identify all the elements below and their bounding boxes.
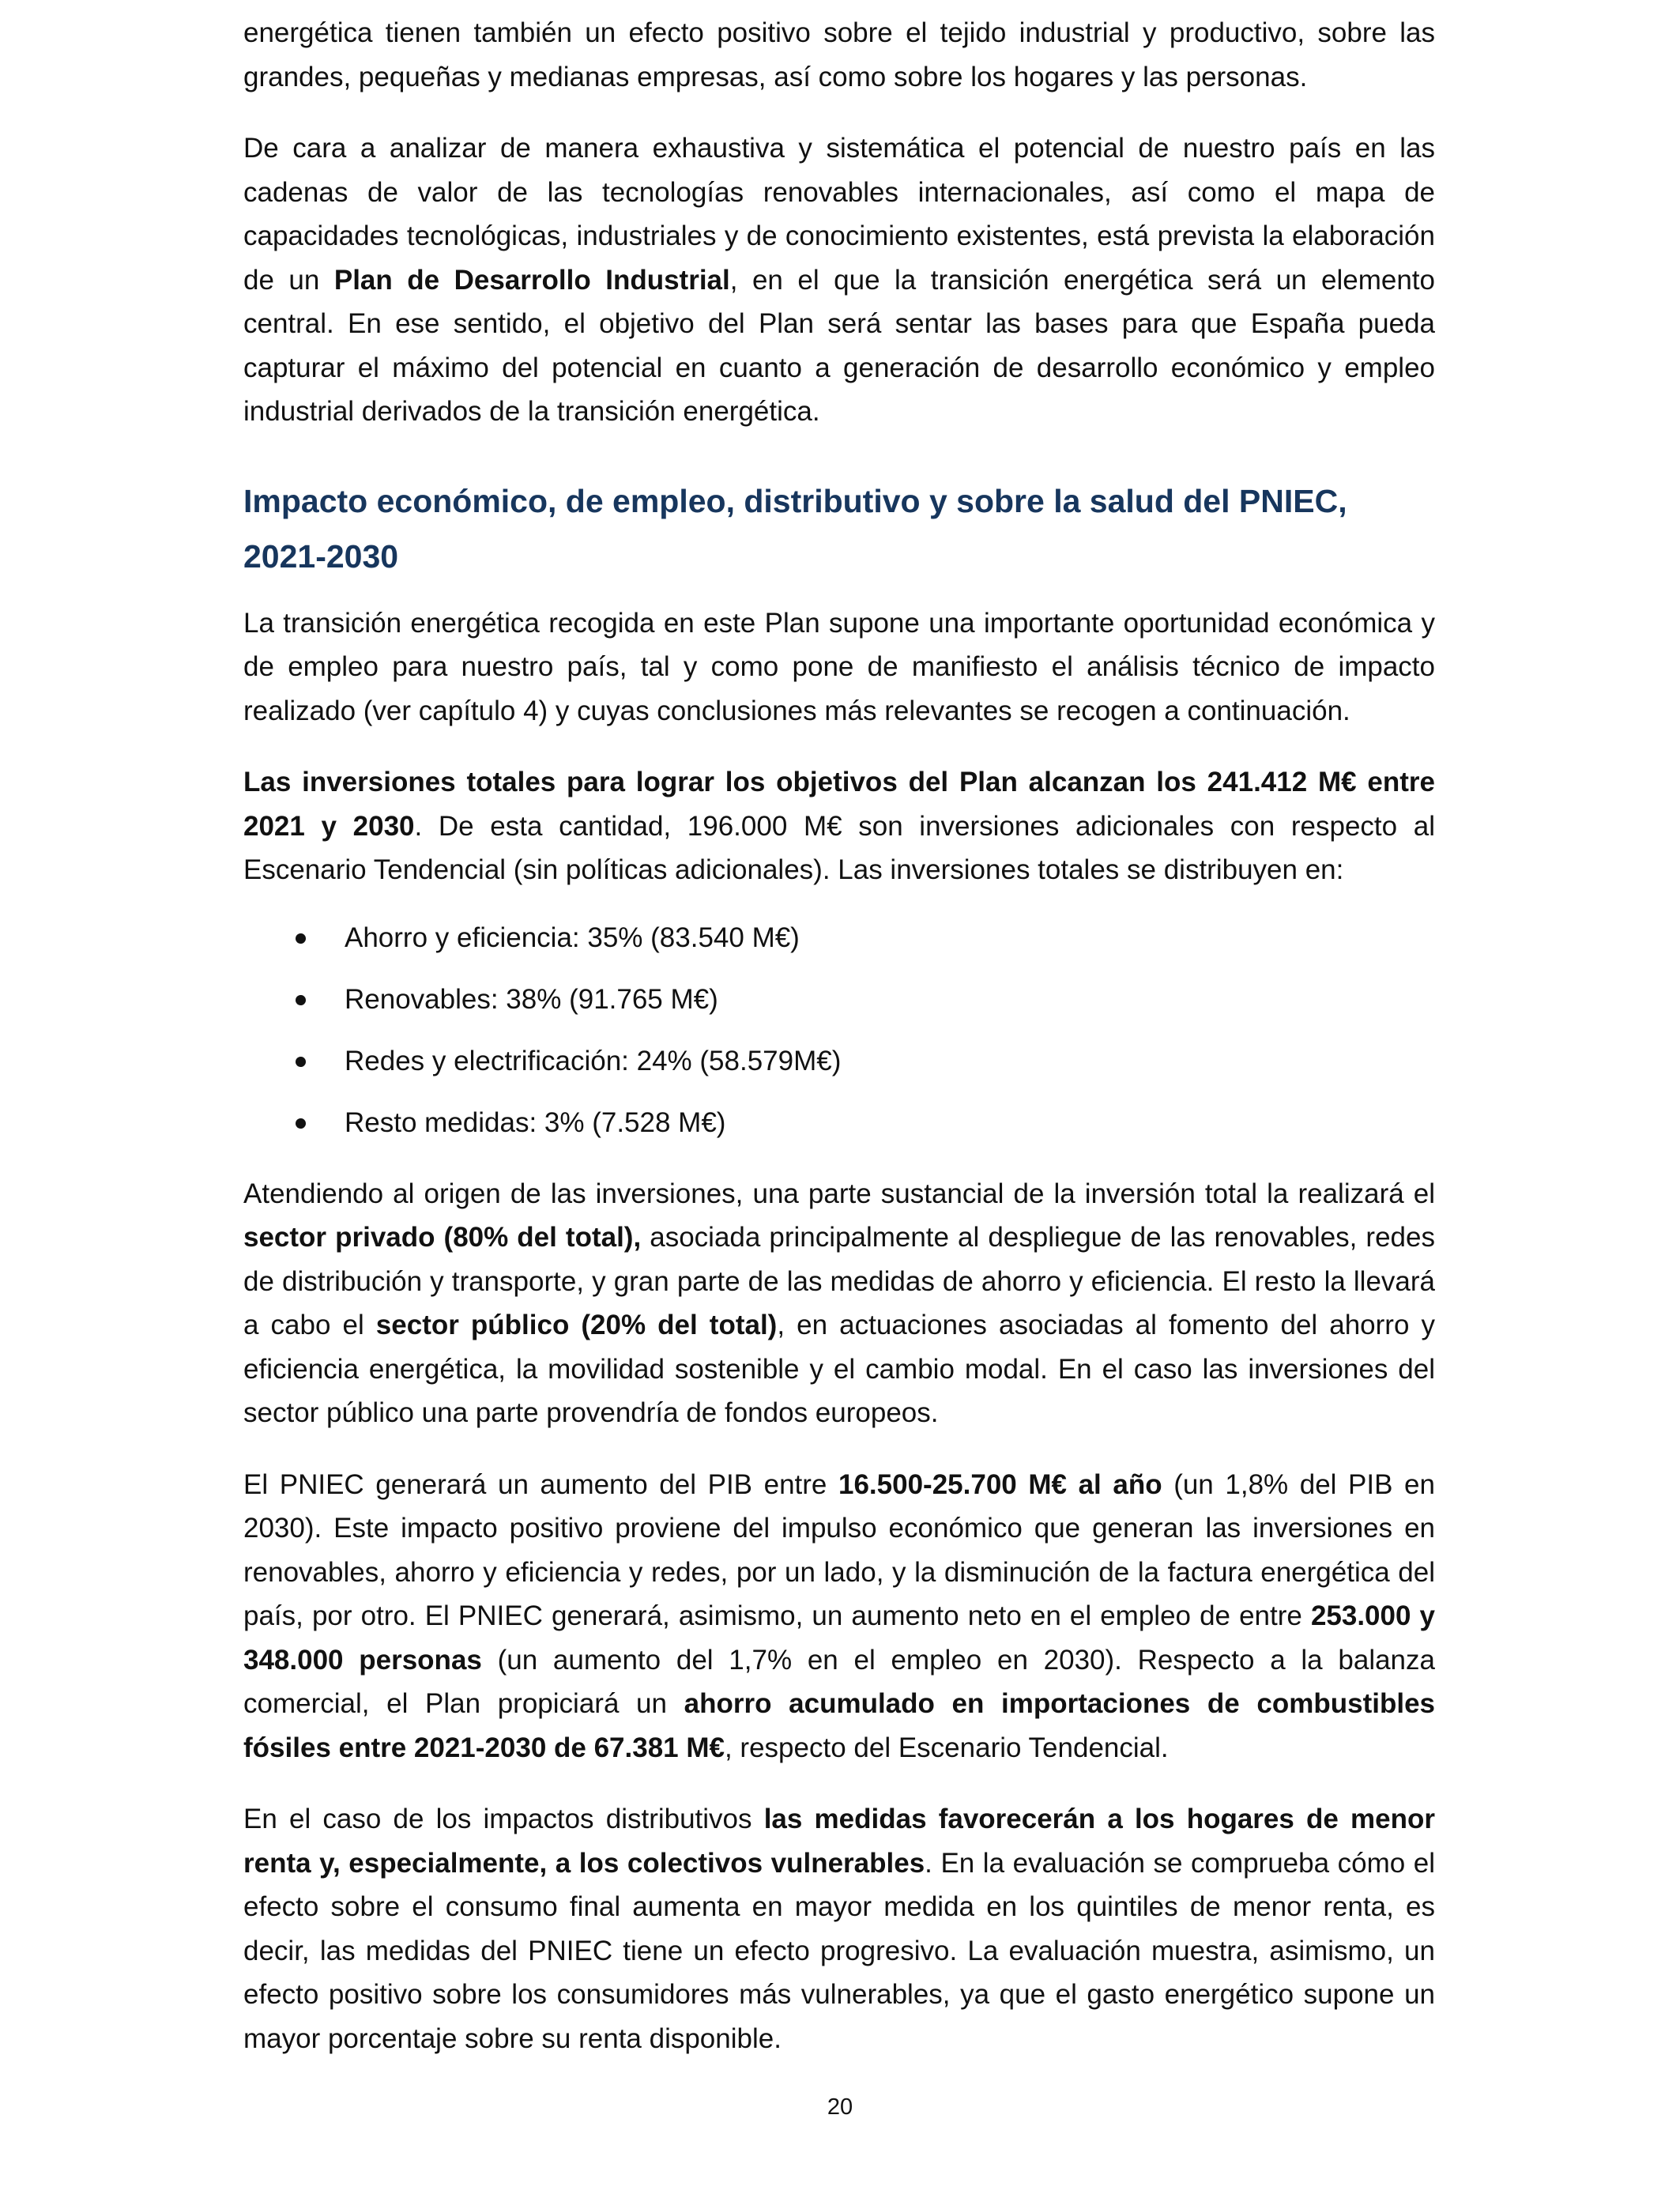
private-sector-emphasis: sector privado (80% del total), xyxy=(243,1222,642,1253)
total-investment-emphasis: Las inversiones totales para lograr los objetivos del Plan alcanzan los 241.412 M€ entre 2021 y 2030 xyxy=(243,767,1435,842)
list-item: Resto medidas: 3% (7.528 M€) xyxy=(243,1101,1435,1144)
list-item: Ahorro y eficiencia: 35% (83.540 M€) xyxy=(243,916,1435,959)
section-paragraph-1: La transición energética recogida en este Plan supone una importante oportunidad económica y de empleo para nuestro país, tal y como pone de manifiesto el análisis técnico de impacto realizado (ver capítulo 4) y cuyas conclusiones más relevantes se recogen a continuación. xyxy=(243,607,1435,726)
plan-desarrollo-industrial-emphasis: Plan de Desarrollo Industrial xyxy=(333,264,730,296)
fossil-imports-savings-emphasis: ahorro acumulado en importaciones de combustibles fósiles entre 2021-2030 de 67.381 M€ xyxy=(243,1688,1435,1763)
page-number: 20 xyxy=(827,2094,853,2120)
list-item: Renovables: 38% (91.765 M€) xyxy=(243,978,1435,1021)
bullet-icon xyxy=(296,933,306,944)
document-page xyxy=(243,11,1435,2060)
section-paragraph-2: Las inversiones totales para lograr los objetivos del Plan alcanzan los 241.412 M€ entre 2021 y 2030. De esta cantidad, 196.000 M€ son inversiones adicionales con respecto al Escenario Tendencial (sin políticas adicionales). Las inversiones totales se distribuyen en: xyxy=(243,767,1435,885)
investment-breakdown-list xyxy=(243,916,1435,1144)
list-item: Redes y electrificación: 24% (58.579M€) xyxy=(243,1039,1435,1083)
public-sector-emphasis: sector público (20% del total) xyxy=(375,1310,778,1340)
bullet-icon xyxy=(296,1118,306,1129)
section-paragraph-5: En el caso de los impactos distributivos las medidas favorecerán a los hogares de menor renta y, especialmente, a los colectivos vulnerables. En la evaluación se comprueba cómo el efecto sobre el consumo final aumenta en mayor medida en los quintiles de menor renta, es decir, las medidas del PNIEC tiene un efecto progresivo. La evaluación muestra, asimismo, un efecto positivo sobre los consumidores más vulnerables, ya que el gasto energético supone un mayor porcentaje sobre su renta disponible. xyxy=(243,1804,1435,2054)
bullet-icon xyxy=(296,995,306,1005)
gdp-increase-emphasis: 16.500-25.700 M€ al año xyxy=(838,1468,1162,1500)
section-paragraph-3: Atendiendo al origen de las inversiones, una parte sustancial de la inversión total la realizará el sector privado (80% del total), asociada principalmente al despliegue de las renovables, redes de distribución y transporte, y gran parte de las medidas de ahorro y eficiencia. El resto la llevará a cabo el sector público (20% del total), en actuaciones asociadas al fomento del ahorro y eficiencia energética, la movilidad sostenible y el cambio modal. En el caso las inversiones del sector público una parte provendría de fondos europeos. xyxy=(243,1178,1435,1428)
distributive-impact-emphasis: las medidas favorecerán a los hogares de menor renta y, especialmente, a los colectivos vulnerables xyxy=(243,1804,1435,1879)
section-paragraph-4: El PNIEC generará un aumento del PIB entre 16.500-25.700 M€ al año (un 1,8% del PIB en 2030). Este impacto positivo proviene del impulso económico que generan las inversiones en renovables, ahorro y eficiencia y redes, por un lado, y la disminución de la factura energética del país, por otro. El PNIEC generará, asimismo, un aumento neto en el empleo de entre 253.000 y 348.000 personas (un aumento del 1,7% en el empleo en 2030). Respecto a la balanza comercial, el Plan propiciará un ahorro acumulado en importaciones de combustibles fósiles entre 2021-2030 de 67.381 M€, respecto del Escenario Tendencial. xyxy=(243,1468,1435,1763)
bullet-icon xyxy=(296,1057,306,1067)
section-heading: Impacto económico, de empleo, distributivo y sobre la salud del PNIEC, 2021-2030 xyxy=(243,482,1347,575)
intro-paragraph-1: energética tienen también un efecto positivo sobre el tejido industrial y productivo, sobre las grandes, pequeñas y medianas empresas, así como sobre los hogares y las personas. xyxy=(243,17,1435,92)
intro-paragraph-2: De cara a analizar de manera exhaustiva y sistemática el potencial de nuestro país en las cadenas de valor de las tecnologías renovables internacionales, así como el mapa de capacidades tecnológicas, industriales y de conocimiento existentes, está prevista la elaboración de un Plan de Desarrollo Industrial, en el que la transición energética será un elemento central. En ese sentido, el objetivo del Plan será sentar las bases para que España pueda capturar el máximo del potencial en cuanto a generación de desarrollo económico y empleo industrial derivados de la transición energética. xyxy=(243,133,1435,427)
employment-increase-emphasis: 253.000 y 348.000 personas xyxy=(243,1600,1435,1676)
